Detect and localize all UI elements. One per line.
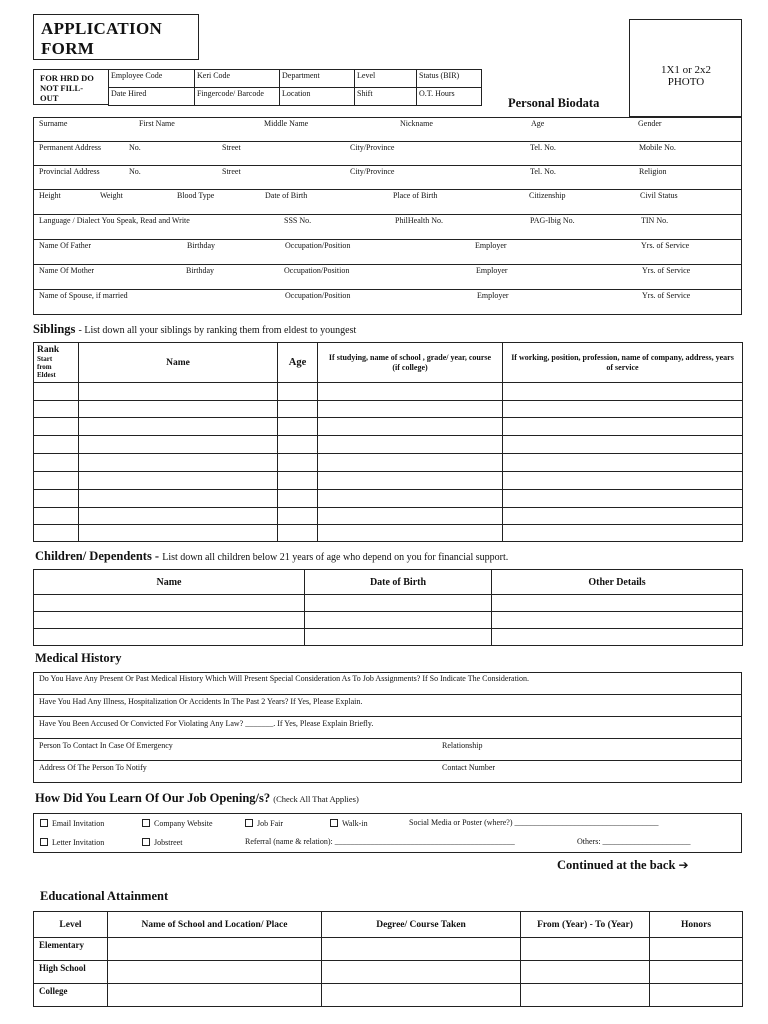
field-religion[interactable]: Religion — [639, 167, 667, 176]
field-permanent-address[interactable]: Permanent Address — [39, 143, 101, 152]
field-tel-no[interactable]: Tel. No. — [530, 143, 556, 152]
option-label: Job Fair — [257, 819, 283, 828]
field-civil-status[interactable]: Civil Status — [640, 191, 678, 200]
field-tel-no[interactable]: Tel. No. — [530, 167, 556, 176]
notify-address-field[interactable]: Address Of The Person To Notify — [39, 763, 147, 772]
hrd-field[interactable]: O.T. Hours — [417, 88, 482, 106]
field-no[interactable]: No. — [129, 143, 141, 152]
field-citizenship[interactable]: Citizenship — [529, 191, 566, 200]
medical-question-2[interactable]: Have You Had Any Illness, Hospitalization Or Accidents In The Past 2 Years? If Yes, Please Explain. — [39, 697, 363, 706]
table-row — [34, 401, 743, 418]
option-label: Walk-in — [342, 819, 368, 828]
others-field[interactable]: Others: ______________________ — [577, 837, 691, 846]
field-street[interactable]: Street — [222, 167, 241, 176]
field-yrs-of-service[interactable]: Yrs. of Service — [641, 241, 690, 250]
option-company-website[interactable] — [142, 819, 213, 828]
siblings-title: Siblings — [33, 322, 76, 336]
option-letter-invitation[interactable] — [40, 838, 104, 847]
children-col-name: Name — [34, 570, 305, 595]
relationship-field[interactable]: Relationship — [442, 741, 483, 750]
field-name-of-spouse[interactable]: Name of Spouse, if married — [39, 291, 128, 300]
option-label: Jobstreet — [154, 838, 183, 847]
table-row — [34, 472, 743, 490]
table-row — [34, 454, 743, 472]
education-col-school: Name of School and Location/ Place — [108, 912, 322, 938]
hrd-field[interactable]: Shift — [355, 88, 417, 106]
checkbox-icon[interactable] — [40, 819, 48, 827]
option-label: Email Invitation — [52, 819, 105, 828]
hrd-field[interactable]: Department — [280, 70, 355, 88]
education-col-years: From (Year) - To (Year) — [521, 912, 650, 938]
field-language[interactable]: Language / Dialect You Speak, Read and Write — [39, 216, 190, 225]
referral-field[interactable]: Referral (name & relation): _____________________________________________ — [245, 837, 515, 846]
medical-row — [33, 672, 742, 695]
emergency-contact-field[interactable]: Person To Contact In Case Of Emergency — [39, 741, 173, 750]
field-age[interactable]: Age — [531, 119, 545, 128]
social-media-field[interactable]: Social Media or Poster (where?) ____________________________________ — [409, 818, 659, 827]
field-yrs-of-service[interactable]: Yrs. of Service — [642, 291, 691, 300]
option-walk-in[interactable] — [330, 819, 368, 828]
job-source-heading — [35, 791, 359, 806]
biodata-row — [33, 290, 742, 315]
siblings-table — [33, 342, 743, 542]
photo-label: 1X1 or 2x2 PHOTO — [660, 64, 712, 89]
field-blood-type[interactable]: Blood Type — [177, 191, 215, 200]
siblings-col-studying: If studying, name of school , grade/ year, course (if college) — [318, 343, 503, 383]
table-row — [34, 938, 743, 961]
siblings-heading — [33, 322, 356, 337]
option-label: Letter Invitation — [52, 838, 105, 847]
field-city-province[interactable]: City/Province — [350, 167, 395, 176]
children-table — [33, 569, 743, 646]
field-street[interactable]: Street — [222, 143, 241, 152]
checkbox-icon[interactable] — [40, 838, 48, 846]
biodata-row — [33, 240, 742, 265]
children-title: Children/ Dependents - — [35, 549, 160, 563]
siblings-note: - List down all your siblings by ranking them from eldest to youngest — [78, 325, 357, 336]
field-date-of-birth[interactable]: Date of Birth — [265, 191, 308, 200]
medical-question-3[interactable]: Have You Been Accused Or Convicted For Violating Any Law? _______. If Yes, Please Explain Briefly. — [39, 719, 374, 728]
field-city-province[interactable]: City/Province — [350, 143, 395, 152]
field-provincial-address[interactable]: Provincial Address — [39, 167, 100, 176]
photo-box[interactable] — [629, 19, 742, 117]
table-row — [34, 595, 743, 612]
field-first-name[interactable]: First Name — [139, 119, 175, 128]
hrd-field[interactable]: Fingercode/ Barcode — [195, 88, 280, 106]
field-surname[interactable]: Surname — [39, 119, 68, 128]
contact-number-field[interactable]: Contact Number — [442, 763, 496, 772]
medical-title: Medical History — [35, 651, 122, 665]
option-jobstreet[interactable] — [142, 838, 182, 847]
field-no[interactable]: No. — [129, 167, 141, 176]
field-occupation[interactable]: Occupation/Position — [285, 241, 351, 250]
field-nickname[interactable]: Nickname — [400, 119, 433, 128]
field-employer[interactable]: Employer — [475, 241, 507, 250]
medical-row — [33, 739, 742, 761]
job-source-box — [33, 813, 742, 853]
form-title: APPLICATION FORM — [41, 19, 163, 58]
field-height[interactable]: Height — [39, 191, 61, 200]
education-col-degree: Degree/ Course Taken — [322, 912, 521, 938]
field-tin-no[interactable]: TIN No. — [641, 216, 669, 225]
education-table — [33, 911, 743, 1007]
table-row — [34, 629, 743, 646]
option-label: Company Website — [154, 819, 213, 828]
field-occupation[interactable]: Occupation/Position — [285, 291, 351, 300]
hrd-field[interactable]: Employee Code — [109, 70, 195, 88]
continued-note — [557, 858, 689, 873]
rank-sub-label: Start from Eldest — [37, 355, 56, 379]
table-row — [34, 984, 743, 1007]
field-gender[interactable]: Gender — [638, 119, 662, 128]
education-level-label: College — [34, 984, 108, 1007]
field-pagibig-no[interactable]: PAG-Ibig No. — [530, 216, 575, 225]
medical-row — [33, 761, 742, 783]
hrd-fields-table — [108, 69, 482, 106]
table-row — [34, 961, 743, 984]
table-row — [34, 508, 743, 525]
children-col-dob: Date of Birth — [305, 570, 492, 595]
table-row — [34, 418, 743, 436]
education-level-label: Elementary — [34, 938, 108, 961]
job-source-title: How Did You Learn Of Our Job Opening/s? — [35, 791, 271, 805]
medical-row — [33, 717, 742, 739]
medical-row — [33, 695, 742, 717]
siblings-col-name: Name — [79, 343, 278, 383]
education-col-honors: Honors — [650, 912, 743, 938]
field-birthday[interactable]: Birthday — [186, 266, 214, 275]
field-mobile-no[interactable]: Mobile No. — [639, 143, 676, 152]
education-level-label: High School — [34, 961, 108, 984]
field-philhealth-no[interactable]: PhilHealth No. — [395, 216, 443, 225]
checkbox-icon[interactable] — [245, 819, 253, 827]
biodata-row — [33, 265, 742, 290]
hrd-field[interactable]: Level — [355, 70, 417, 88]
option-job-fair[interactable] — [245, 819, 283, 828]
siblings-col-age: Age — [278, 343, 318, 383]
hrd-field[interactable]: Location — [280, 88, 355, 106]
field-place-of-birth[interactable]: Place of Birth — [393, 191, 438, 200]
hrd-field[interactable]: Status (BIR) — [417, 70, 482, 88]
children-note: List down all children below 21 years of age who depend on you for financial support. — [162, 552, 509, 563]
biodata-row — [33, 190, 742, 215]
biodata-row — [33, 215, 742, 240]
job-source-note: (Check All That Applies) — [273, 794, 359, 804]
continued-text: Continued at the back — [557, 858, 676, 872]
biodata-title: Personal Biodata — [508, 96, 600, 110]
field-employer[interactable]: Employer — [476, 266, 508, 275]
children-col-details: Other Details — [492, 570, 743, 595]
table-row — [34, 525, 743, 542]
field-yrs-of-service[interactable]: Yrs. of Service — [642, 266, 691, 275]
table-row — [34, 612, 743, 629]
hrd-note: FOR HRD DO NOT FILL-OUT — [40, 73, 94, 103]
checkbox-icon[interactable] — [142, 819, 150, 827]
table-row — [34, 490, 743, 508]
hrd-field[interactable]: Date Hired — [109, 88, 195, 106]
field-name-of-mother[interactable]: Name Of Mother — [39, 266, 95, 275]
field-employer[interactable]: Employer — [477, 291, 509, 300]
biodata-row — [33, 142, 742, 166]
field-weight[interactable]: Weight — [100, 191, 123, 200]
field-middle-name[interactable]: Middle Name — [264, 119, 309, 128]
children-heading — [35, 549, 508, 564]
field-name-of-father[interactable]: Name Of Father — [39, 241, 91, 250]
siblings-col-working: If working, position, profession, name of company, address, years of service — [503, 343, 743, 383]
arrow-right-icon: ➔ — [678, 858, 689, 872]
biodata-row — [33, 166, 742, 190]
checkbox-icon[interactable] — [330, 819, 338, 827]
table-row — [34, 436, 743, 454]
field-occupation[interactable]: Occupation/Position — [284, 266, 350, 275]
checkbox-icon[interactable] — [142, 838, 150, 846]
education-title: Educational Attainment — [40, 889, 169, 903]
option-email-invitation[interactable] — [40, 819, 104, 828]
hrd-note-box — [33, 69, 109, 105]
rank-label: Rank — [37, 345, 60, 355]
siblings-col-rank — [34, 343, 79, 383]
field-birthday[interactable]: Birthday — [187, 241, 215, 250]
biodata-row — [33, 117, 742, 142]
form-title-box — [33, 14, 199, 60]
education-col-level: Level — [34, 912, 108, 938]
hrd-field[interactable]: Keri Code — [195, 70, 280, 88]
medical-question-1[interactable]: Do You Have Any Present Or Past Medical History Which Will Present Special Consideration As To Job Assignments? If So Indicate The Consideration. — [39, 674, 530, 683]
field-sss-no[interactable]: SSS No. — [284, 216, 312, 225]
table-row — [34, 383, 743, 401]
